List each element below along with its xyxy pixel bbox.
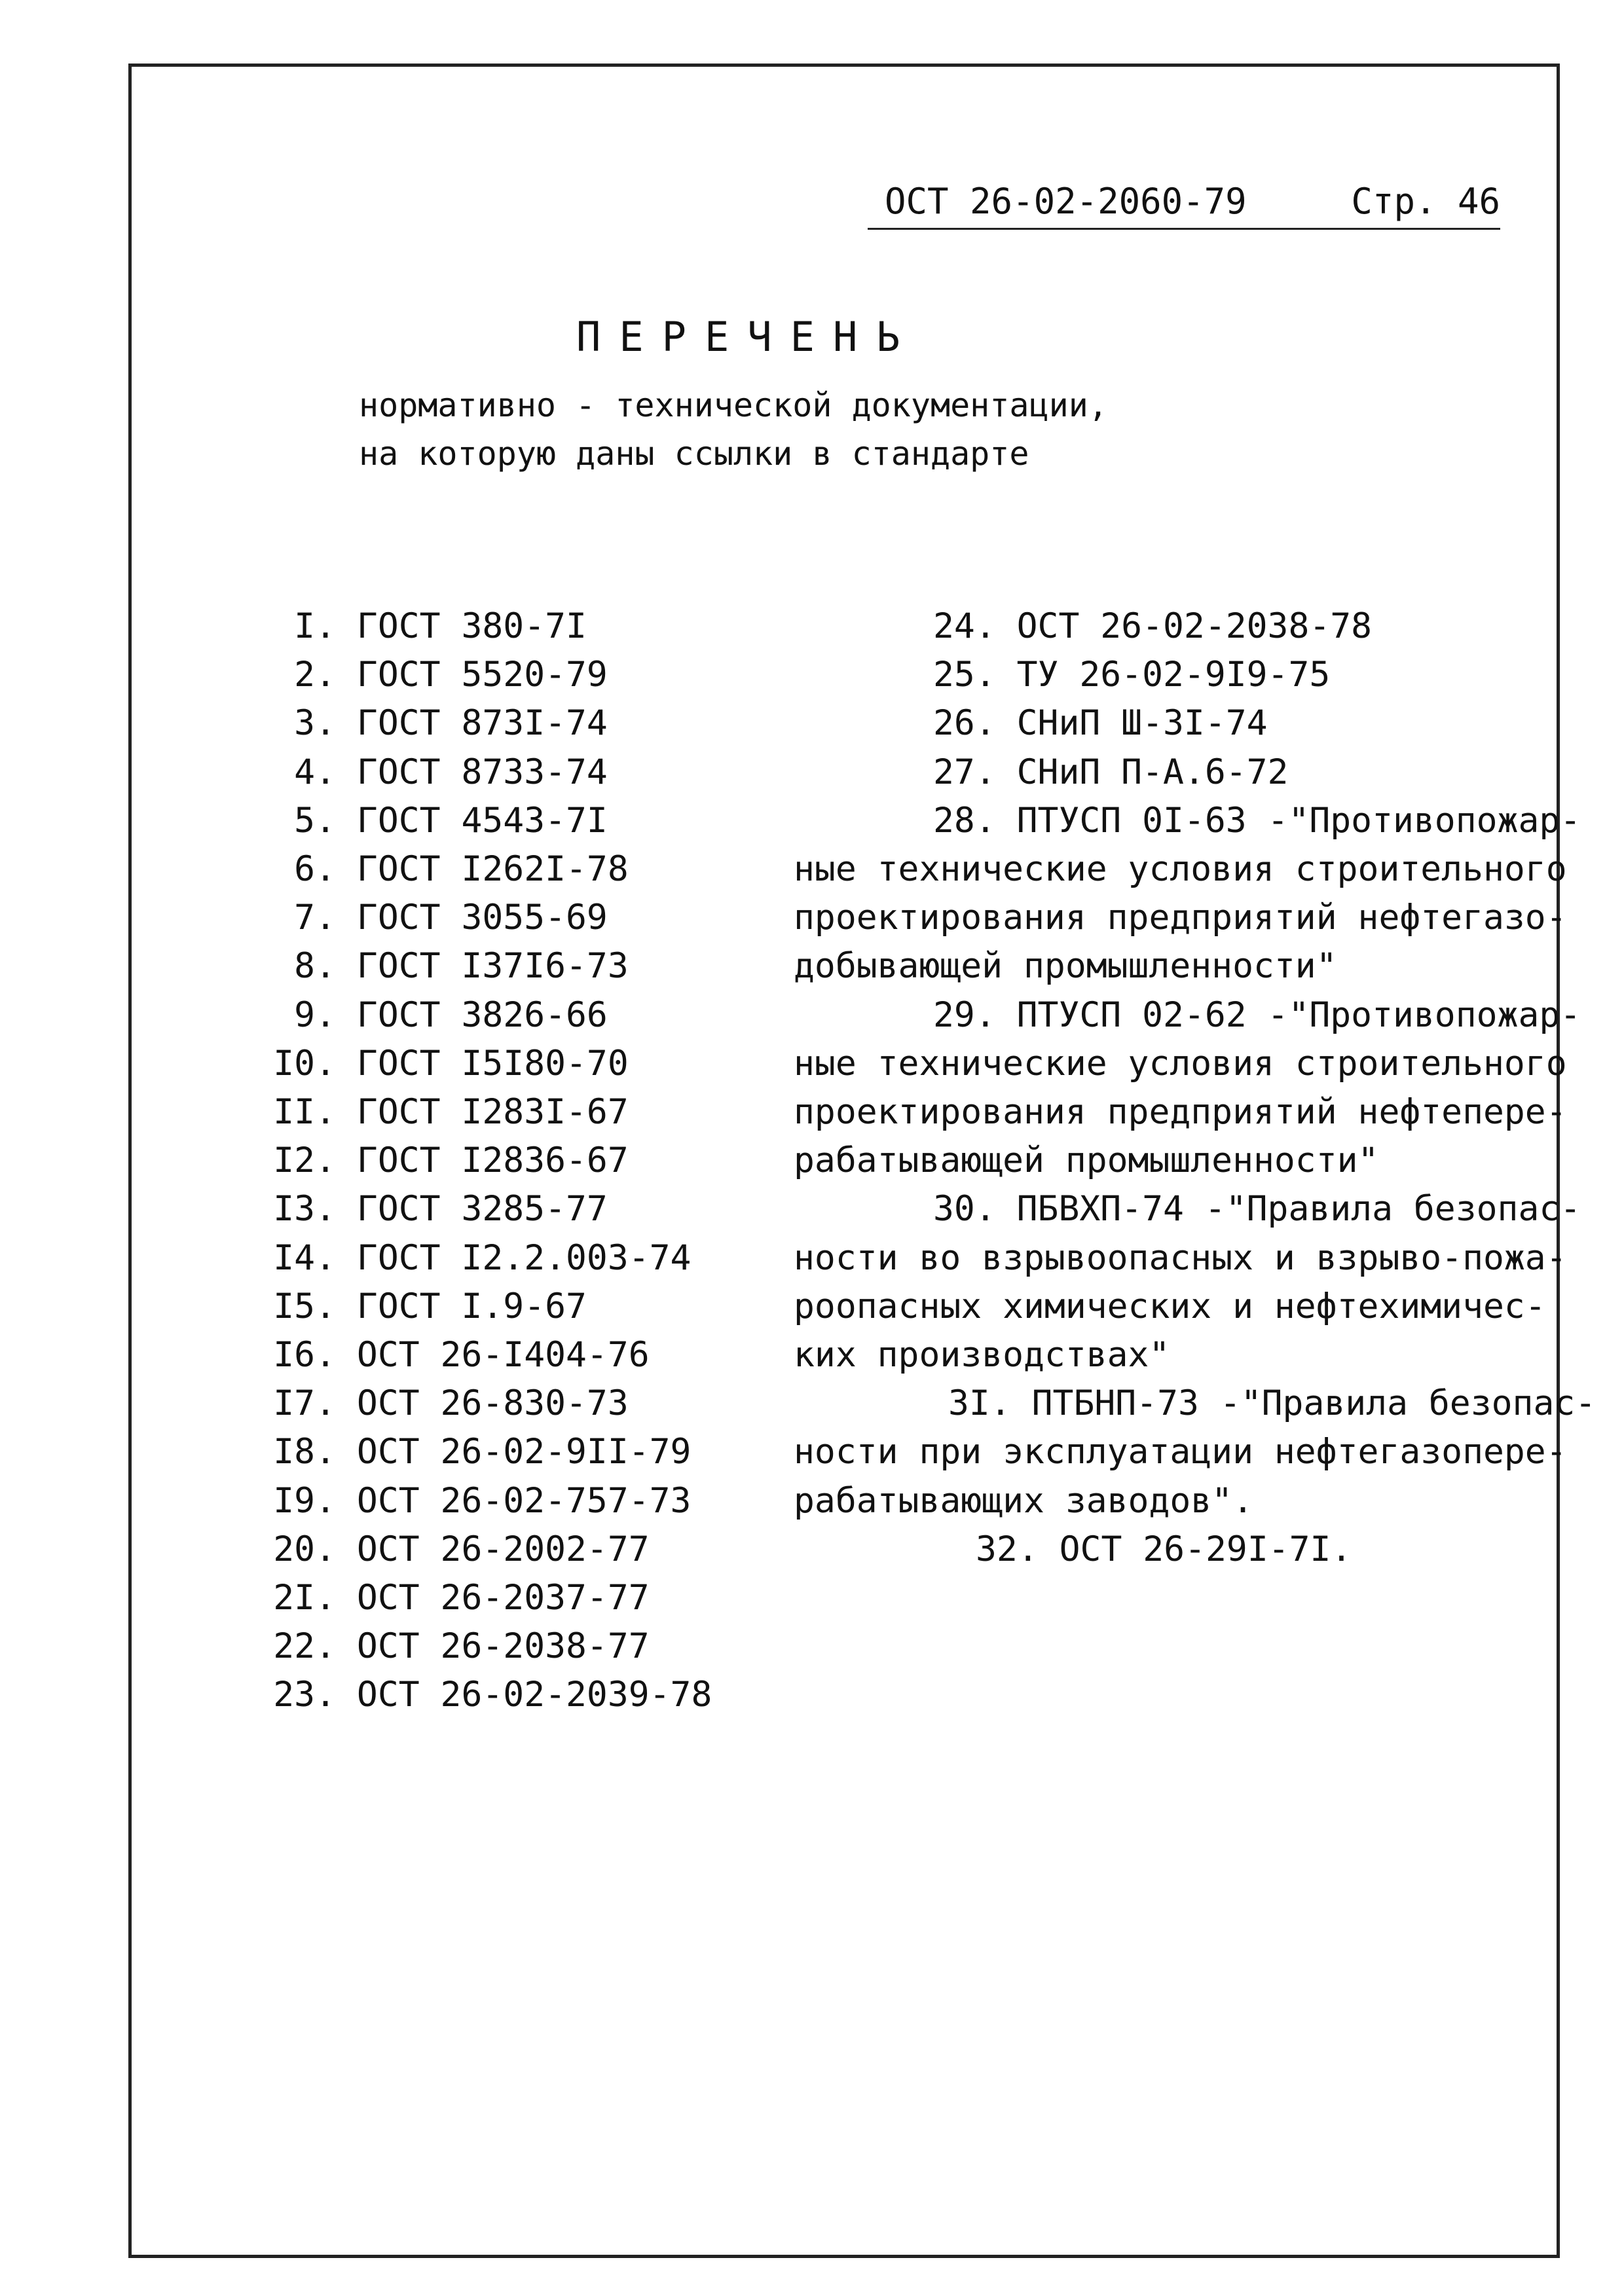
reference-number: 22. bbox=[273, 1626, 336, 1667]
reference-text: ОСТ 26-02-9II-79 bbox=[356, 1432, 692, 1472]
reference-text: ОСТ 26-I404-76 bbox=[356, 1335, 650, 1375]
reference-text: ГОСТ 3055-69 bbox=[356, 898, 608, 938]
reference-number: I5. bbox=[273, 1286, 336, 1326]
reference-number: I8. bbox=[273, 1432, 336, 1472]
reference-item bbox=[252, 1480, 692, 1521]
reference-number: I4. bbox=[273, 1237, 336, 1278]
reference-number: I3. bbox=[273, 1189, 336, 1230]
reference-item bbox=[252, 898, 608, 938]
document-code: ОСТ 26-02-2060-79 bbox=[885, 181, 1247, 222]
reference-text: ГОСТ 3285-77 bbox=[356, 1189, 608, 1230]
reference-item bbox=[252, 849, 629, 889]
reference-line: ности во взрывоопасных и взрыво-пожа- bbox=[794, 1237, 1567, 1278]
reference-number: 2I. bbox=[273, 1578, 336, 1618]
reference-item bbox=[252, 1578, 650, 1618]
reference-number: 4. bbox=[294, 752, 336, 792]
reference-number: 7. bbox=[294, 898, 336, 938]
reference-line: 24. ОСТ 26-02-2038-78 bbox=[933, 606, 1373, 646]
reference-text: ГОСТ I262I-78 bbox=[356, 849, 629, 889]
reference-line: 30. ПБВХП-74 -"Правила безопас- bbox=[933, 1189, 1581, 1230]
reference-number: 3. bbox=[294, 703, 336, 744]
reference-line: ные технические условия строительного bbox=[794, 1043, 1567, 1084]
reference-line: проектирования предприятий нефтепере- bbox=[794, 1092, 1567, 1132]
reference-text: ГОСТ I2836-67 bbox=[356, 1140, 629, 1181]
reference-line: ности при эксплуатации нефтегазопере- bbox=[794, 1432, 1567, 1472]
reference-line: 32. ОСТ 26-29I-7I. bbox=[976, 1529, 1352, 1569]
reference-item bbox=[252, 946, 629, 987]
reference-number: 9. bbox=[294, 994, 336, 1035]
reference-text: ГОСТ I2.2.003-74 bbox=[356, 1237, 692, 1278]
page-header bbox=[868, 175, 1500, 230]
reference-item bbox=[252, 1383, 629, 1424]
reference-line: 27. СНиП П-А.6-72 bbox=[933, 752, 1289, 792]
reference-text: ОСТ 26-02-757-73 bbox=[356, 1480, 692, 1521]
reference-item bbox=[252, 1286, 587, 1326]
reference-text: ГОСТ 5520-79 bbox=[356, 655, 608, 695]
reference-number: I2. bbox=[273, 1140, 336, 1181]
reference-number: I. bbox=[294, 606, 336, 646]
reference-line: проектирования предприятий нефтегазо- bbox=[794, 898, 1567, 938]
reference-line: рабатывающей промышленности" bbox=[794, 1140, 1379, 1181]
reference-line: добывающей промышленности" bbox=[794, 946, 1337, 987]
reference-item bbox=[252, 1335, 650, 1375]
reference-line: ные технические условия строительного bbox=[794, 849, 1567, 889]
reference-number: I0. bbox=[273, 1043, 336, 1084]
subtitle-line-2: на которую даны ссылки в стандарте bbox=[359, 435, 1029, 473]
page-number: Стр. 46 bbox=[1351, 181, 1500, 222]
subtitle-line-1: нормативно - технической документации, bbox=[359, 386, 1108, 424]
reference-text: ГОСТ 873I-74 bbox=[356, 703, 608, 744]
reference-number: 8. bbox=[294, 946, 336, 987]
reference-text: ОСТ 26-2038-77 bbox=[356, 1626, 650, 1667]
reference-text: ГОСТ I283I-67 bbox=[356, 1092, 629, 1132]
reference-item bbox=[252, 1529, 650, 1569]
reference-item bbox=[252, 1626, 650, 1667]
reference-text: ГОСТ I37I6-73 bbox=[356, 946, 629, 987]
reference-text: ОСТ 26-830-73 bbox=[356, 1383, 629, 1424]
reference-line: 26. СНиП Ш-3I-74 bbox=[933, 703, 1268, 744]
reference-number: 20. bbox=[273, 1529, 336, 1569]
reference-line: рабатывающих заводов". bbox=[794, 1480, 1253, 1521]
reference-text: ГОСТ 380-7I bbox=[356, 606, 587, 646]
reference-text: ОСТ 26-02-2039-78 bbox=[356, 1675, 712, 1715]
reference-item bbox=[252, 1092, 629, 1132]
reference-number: II. bbox=[273, 1092, 336, 1132]
reference-number: I7. bbox=[273, 1383, 336, 1424]
reference-text: ОСТ 26-2002-77 bbox=[356, 1529, 650, 1569]
reference-line: роопасных химических и нефтехимичес- bbox=[794, 1286, 1546, 1326]
reference-item bbox=[252, 1140, 629, 1181]
reference-number: I9. bbox=[273, 1480, 336, 1521]
reference-text: ГОСТ 8733-74 bbox=[356, 752, 608, 792]
reference-line: 28. ПТУСП 0I-63 -"Противопожар- bbox=[933, 800, 1581, 841]
reference-item bbox=[252, 655, 608, 695]
page-title: ПЕРЕЧЕНЬ bbox=[576, 313, 919, 361]
reference-line: ких производствах" bbox=[794, 1335, 1170, 1375]
reference-item bbox=[252, 1432, 692, 1472]
reference-item bbox=[252, 1043, 629, 1084]
reference-item bbox=[252, 1189, 608, 1230]
reference-item bbox=[252, 994, 608, 1035]
reference-text: ГОСТ I5I80-70 bbox=[356, 1043, 629, 1084]
reference-item bbox=[252, 800, 608, 841]
reference-text: ГОСТ 3826-66 bbox=[356, 994, 608, 1035]
reference-item bbox=[252, 1675, 712, 1715]
reference-number: 23. bbox=[273, 1675, 336, 1715]
reference-text: ГОСТ I.9-67 bbox=[356, 1286, 587, 1326]
reference-item bbox=[252, 752, 608, 792]
reference-number: 2. bbox=[294, 655, 336, 695]
reference-item bbox=[252, 1237, 692, 1278]
reference-number: 6. bbox=[294, 849, 336, 889]
reference-line: 3I. ПТБНП-73 -"Правила безопас- bbox=[948, 1383, 1596, 1424]
reference-line: 25. ТУ 26-02-9I9-75 bbox=[933, 655, 1331, 695]
reference-line: 29. ПТУСП 02-62 -"Противопожар- bbox=[933, 994, 1581, 1035]
reference-item bbox=[252, 606, 587, 646]
reference-number: 5. bbox=[294, 800, 336, 841]
reference-text: ОСТ 26-2037-77 bbox=[356, 1578, 650, 1618]
reference-item bbox=[252, 703, 608, 744]
reference-text: ГОСТ 4543-7I bbox=[356, 800, 608, 841]
reference-number: I6. bbox=[273, 1335, 336, 1375]
